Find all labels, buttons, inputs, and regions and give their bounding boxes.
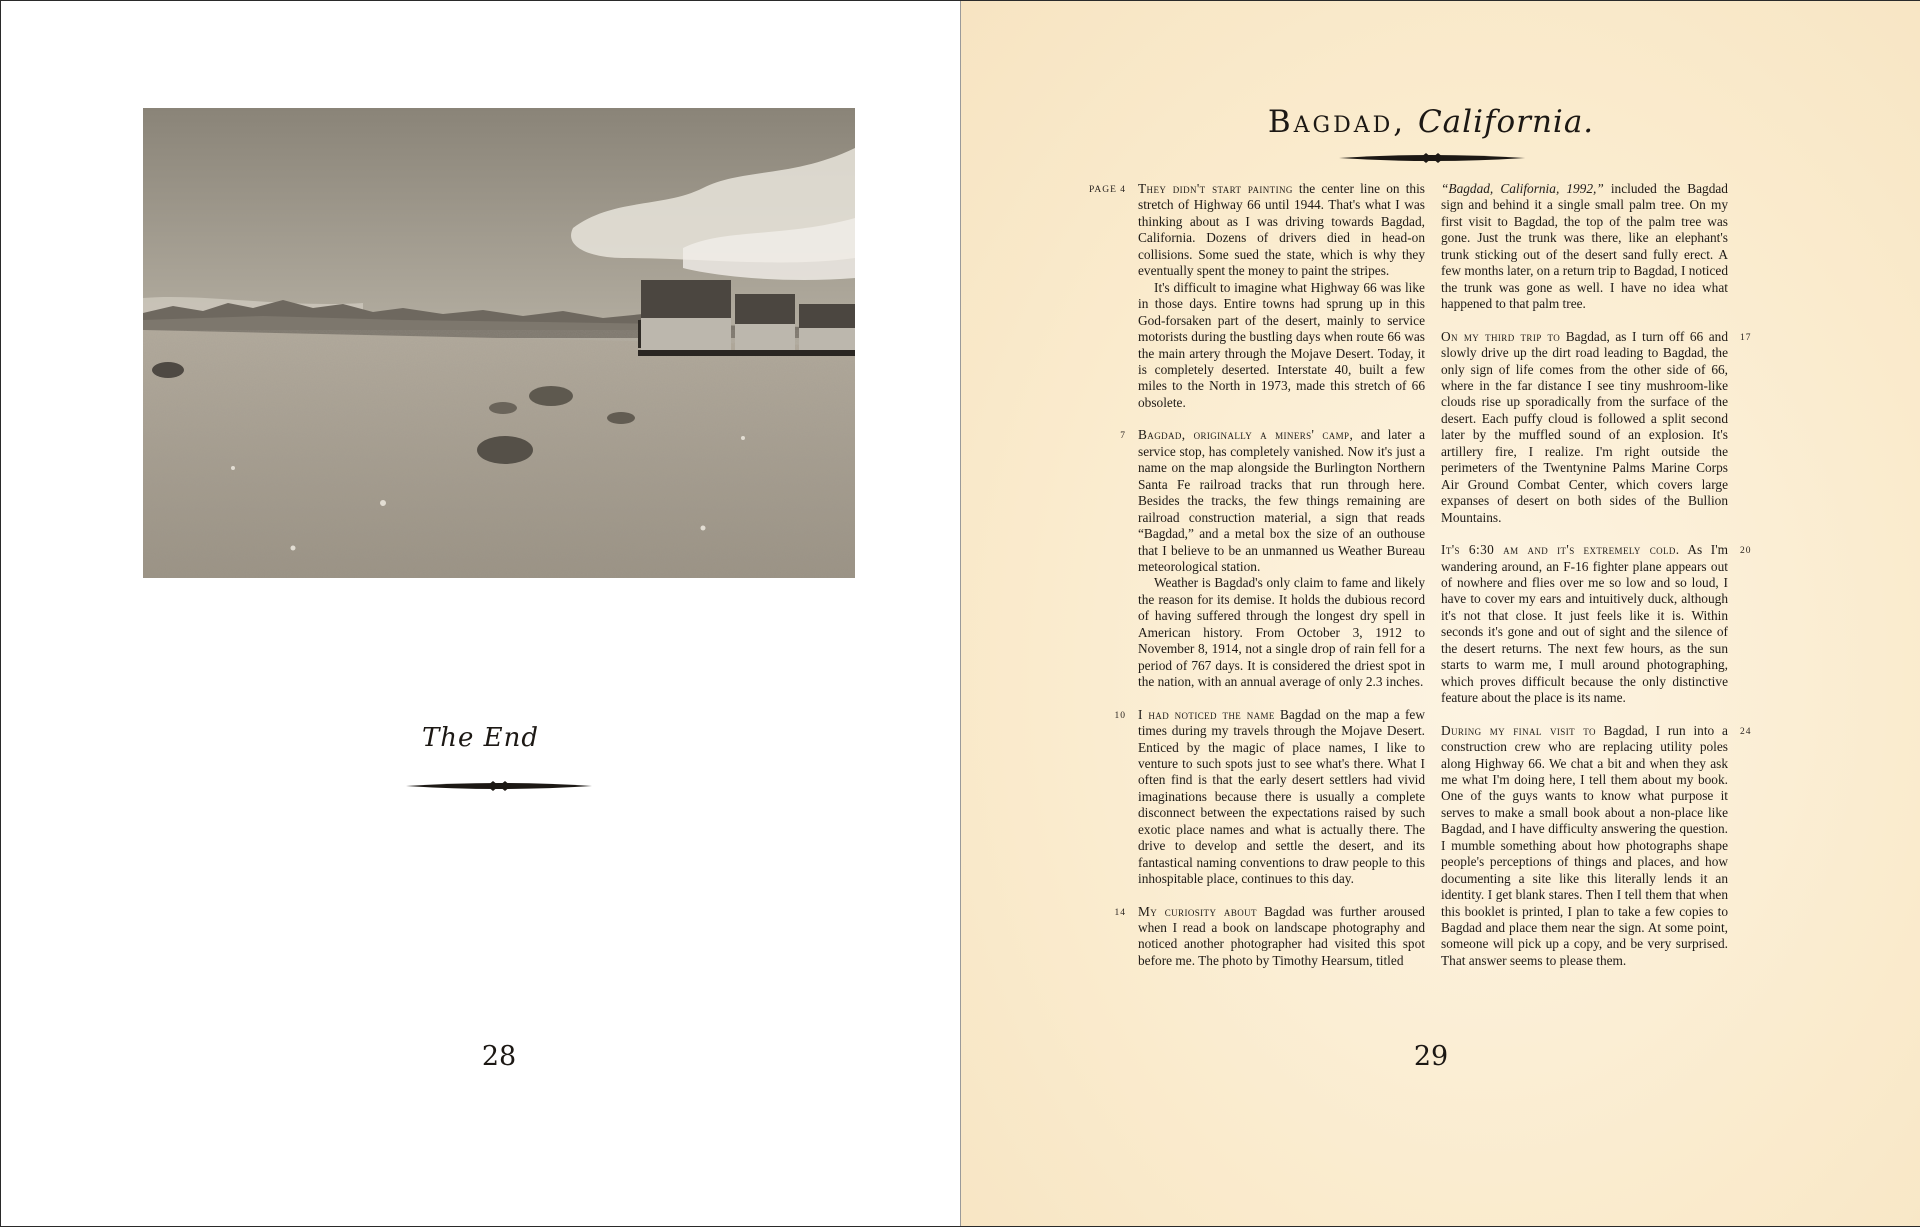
chapter-title-state: California. [1417, 104, 1595, 140]
chapter-title [1191, 104, 1671, 140]
paragraph [1120, 427, 1425, 690]
paragraph-text: Bagdad on the map a few times during my travels through the Mojave Desert. Enticed by the magic of place names, I like to venture to such spots just to see what's there. What I often find is that the early desert settlers had vivid imaginations because there is usually a complete disconnect between the expectations raised by such exotic place names and what is actually there. The drive to develop and settle the desert, and its fantastical naming conventions to draw people to this inhospitable place, continues to this day. [1138, 706, 1425, 887]
photo-illustration [143, 108, 855, 578]
left-page [1, 1, 960, 1226]
paragraph [1114, 903, 1425, 970]
margin-marker: PAGE 4 [1088, 185, 1126, 195]
paragraph [1114, 706, 1425, 888]
margin-marker: 20 [1740, 546, 1752, 557]
margin-marker: 7 [1120, 431, 1126, 442]
paragraph-lead: It's 6:30 am and it's extremely cold. [1441, 542, 1680, 558]
paragraph-text: the center line on this stretch of Highway 66 until 1944. That's what I was thinking about as I was driving towards Bagdad, California. Dozens of drivers died in head-on collisions. Some sued the state, which is why they eventually spent the money to paint the stripes. [1138, 181, 1425, 279]
paragraph-continuation: It's difficult to imagine what Highway 66 was like in those days. Entire towns had sprung up in this God-forsaken part of the desert, mainly to service motorists during the bustling days when route 66 was the main artery through the Mojave Desert. Today, it is completely deserted. Interstate 40, built a few miles to the North in 1973, made this stretch of 66 obsolete. [1138, 279, 1425, 410]
paragraph [1441, 542, 1752, 707]
end-title: The End [421, 723, 540, 753]
text-column-1 [1088, 181, 1425, 985]
paragraph-lead: On my third trip to [1441, 328, 1561, 344]
paragraph-lead: Bagdad, originally a miners' camp, [1138, 427, 1354, 443]
paragraph-text: Bagdad, as I turn off 66 and slowly drive up the dirt road leading to Bagdad, the only sign of life comes from the other side of 66, where in the far distance I see tiny mushroom-like clouds rise up sporadically from the surface of the desert. Each puffy cloud is followed a split second later by the muffled sound of an explosion. It's artillery fire, I realize. I'm right outside the perimeters of the Twentynine Palms Marine Corps Air Ground Combat Center, which covers large expanses of desert on both sides of the Bullion Mountains. [1441, 328, 1728, 525]
paragraph [1088, 181, 1425, 411]
margin-marker: 10 [1114, 710, 1126, 721]
paragraph [1441, 722, 1752, 970]
text-column-2 [1441, 181, 1752, 985]
desert-railroad-photo [143, 108, 855, 578]
paragraph-text: As I'm wandering around, an F-16 fighter plane appears out of nowhere and flies over me so low and so loud, I have to cover my ears and intuitively duck, although it's not that close. It just feels like it is. Within seconds it's gone and out of sight and the silence of the desert returns. The next few hours, as the sun starts to warm me, I mull around photographing, which proves difficult because the only distinctive feature about the place is its name. [1441, 542, 1728, 706]
paragraph-lead: During my final visit to [1441, 722, 1596, 738]
paragraph-text: included the Bagdad sign and behind it a single small palm tree. On my first visit to Bagdad, the top of the palm tree was gone. Just the trunk was there, like an elephant's trunk sticking out of the desert sand fully erect. A few months later, on a return trip to Bagdad, I noticed the trunk was gone as well. I have no idea what happened to that palm tree. [1441, 181, 1729, 312]
flourish-ornament-icon [404, 777, 594, 795]
paragraph-lead: I had noticed the name [1138, 706, 1275, 722]
paragraph-lead: They didn't start painting [1138, 181, 1293, 196]
paragraph [1441, 181, 1728, 313]
paragraph-text: Bagdad, I run into a construction crew who are replacing utility poles along Highway 66. We chat a bit and when they ask me what I'm doing here, I tell them about my book. One of the guys wants to know what purpose it serves to make a small book about a non-place like Bagdad, and I have difficulty answering the question. I mumble something about how photographs shape people's perceptions of things and places, and how documenting a site like this literally lends it an identity. I get blank stares. Then I tell them that when this booklet is printed, I plan to take a few copies to Bagdad and place them near the sign. At some point, someone will pick up a copy, and be very surprised. That answer seems to please them. [1441, 722, 1728, 968]
paragraph-continuation: Weather is Bagdad's only claim to fame and likely the reason for its demise. It holds the dubious record of having suffered through the longest dry spell in American history. From October 3, 1912 to November 8, 1914, not a single drop of rain fell for a period of 767 days. It is considered the driest spot in the nation, with an annual average of only 2.3 inches. [1138, 575, 1425, 690]
paragraph-text: Bagdad was further aroused when I read a book on landscape photography and noticed another photographer had visited this spot before me. The photo by Timothy Hearsum, titled [1138, 903, 1425, 968]
margin-marker: 24 [1740, 726, 1752, 737]
paragraph-lead: My curiosity about [1138, 903, 1257, 919]
photo-title-italic: “Bagdad, California, 1992,” [1441, 181, 1604, 196]
flourish-ornament-icon [1337, 149, 1527, 167]
margin-marker: 17 [1740, 332, 1752, 343]
paragraph-text: and later a service stop, has completely vanished. Now it's just a name on the map alongside the Burlington Northern Santa Fe railroad tracks that run through here. Besides the tracks, the few things remaining are railroad construction material, a sign that reads “Bagdad,” and a metal box the size of an outhouse that I believe to be an unmanned us Weather Bureau meteorological station. [1138, 427, 1425, 574]
page-number-right: 29 [1413, 1041, 1449, 1072]
margin-marker: 14 [1114, 907, 1126, 918]
chapter-title-place: Bagdad, [1267, 104, 1407, 140]
page-number-left: 28 [481, 1041, 517, 1072]
paragraph [1441, 328, 1752, 526]
